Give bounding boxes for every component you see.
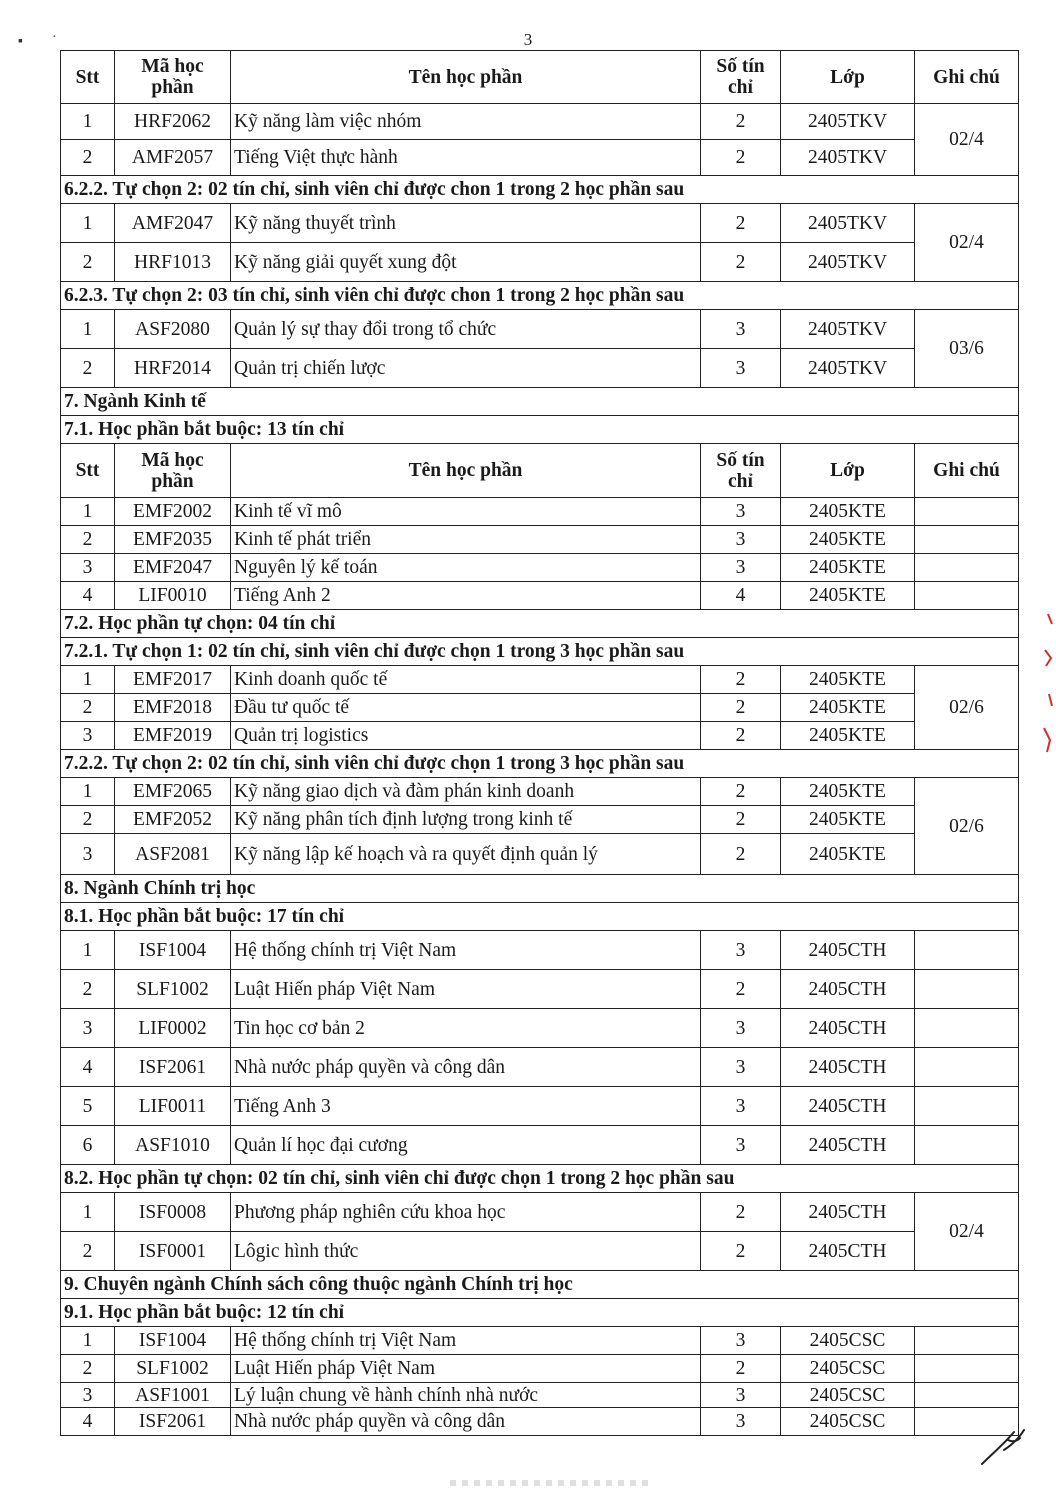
- cell-class: 2405CTH: [781, 1126, 915, 1165]
- cell-code: SLF1002: [115, 1355, 231, 1383]
- cell-code: HRF1013: [115, 243, 231, 282]
- header-name: Tên học phần: [231, 51, 701, 104]
- cell-code: AMF2057: [115, 140, 231, 176]
- table-row: [61, 243, 1019, 282]
- cell-code: ISF0008: [115, 1193, 231, 1232]
- cell-stt: 1: [61, 1327, 115, 1355]
- table-row: [61, 349, 1019, 388]
- cell-name: Nguyên lý kế toán: [231, 554, 701, 582]
- cell-credits: 2: [701, 806, 781, 834]
- cell-code: ISF0001: [115, 1232, 231, 1271]
- table-row: [61, 722, 1019, 750]
- cell-name: Lôgic hình thức: [231, 1232, 701, 1271]
- table-row: [61, 931, 1019, 970]
- cell-class: 2405KTE: [781, 722, 915, 750]
- section-title: 7.2.2. Tự chọn 2: 02 tín chỉ, sinh viên chỉ được chọn 1 trong 3 học phần sau: [61, 750, 1019, 778]
- cell-stt: 4: [61, 1048, 115, 1087]
- cell-name: Tiếng Việt thực hành: [231, 140, 701, 176]
- cell-code: ISF1004: [115, 1327, 231, 1355]
- cell-stt: 4: [61, 582, 115, 610]
- cell-code: LIF0002: [115, 1009, 231, 1048]
- cell-name: Kỹ năng giao dịch và đàm phán kinh doanh: [231, 778, 701, 806]
- cell-class: 2405CTH: [781, 1193, 915, 1232]
- cell-name: Quản lý sự thay đổi trong tổ chức: [231, 310, 701, 349]
- cell-note: 03/6: [915, 310, 1019, 388]
- red-stamp-edge: [1040, 610, 1054, 760]
- cell-stt: 2: [61, 694, 115, 722]
- page-number: 3: [523, 30, 533, 49]
- section-title: 8.1. Học phần bắt buộc: 17 tín chỉ: [61, 903, 1019, 931]
- header-class: Lớp: [781, 51, 915, 104]
- scan-dot-mark: ▪: [18, 34, 23, 49]
- table-row: [61, 1193, 1019, 1232]
- header-code: Mã học phần: [115, 444, 231, 498]
- cell-name: Phương pháp nghiên cứu khoa học: [231, 1193, 701, 1232]
- cell-code: LIF0010: [115, 582, 231, 610]
- cell-code: HRF2062: [115, 104, 231, 140]
- cell-credits: 2: [701, 104, 781, 140]
- cell-note: 02/4: [915, 204, 1019, 282]
- table-row: [61, 498, 1019, 526]
- cell-stt: 3: [61, 834, 115, 875]
- cell-credits: 2: [701, 204, 781, 243]
- cell-note: 02/4: [915, 1193, 1019, 1271]
- cell-stt: 2: [61, 1232, 115, 1271]
- cell-code: ASF2080: [115, 310, 231, 349]
- cell-note: [915, 1087, 1019, 1126]
- cell-name: Kinh tế vĩ mô: [231, 498, 701, 526]
- cell-stt: 1: [61, 931, 115, 970]
- section-title: 6.2.3. Tự chọn 2: 03 tín chỉ, sinh viên chỉ được chon 1 trong 2 học phần sau: [61, 282, 1019, 310]
- cell-credits: 3: [701, 1383, 781, 1408]
- cell-credits: 3: [701, 1087, 781, 1126]
- cell-credits: 2: [701, 778, 781, 806]
- section-title: 9.1. Học phần bắt buộc: 12 tín chỉ: [61, 1299, 1019, 1327]
- scan-dot-mark: ·: [52, 30, 57, 45]
- table-row: [61, 970, 1019, 1009]
- cell-code: EMF2035: [115, 526, 231, 554]
- cell-stt: 3: [61, 554, 115, 582]
- cell-note: [915, 582, 1019, 610]
- header-credits: Số tín chỉ: [701, 51, 781, 104]
- cell-stt: 2: [61, 806, 115, 834]
- cell-credits: 3: [701, 310, 781, 349]
- table-row: [61, 1327, 1019, 1355]
- cell-code: LIF0011: [115, 1087, 231, 1126]
- table-row: [61, 310, 1019, 349]
- cell-class: 2405KTE: [781, 554, 915, 582]
- cell-name: Đầu tư quốc tế: [231, 694, 701, 722]
- cell-name: Kinh doanh quốc tế: [231, 666, 701, 694]
- table-row: [61, 694, 1019, 722]
- cell-code: ASF1001: [115, 1383, 231, 1408]
- section-title: 7.2.1. Tự chọn 1: 02 tín chỉ, sinh viên chỉ được chọn 1 trong 3 học phần sau: [61, 638, 1019, 666]
- table-row: [61, 1383, 1019, 1408]
- cell-code: EMF2019: [115, 722, 231, 750]
- cell-credits: 2: [701, 140, 781, 176]
- cell-credits: 3: [701, 526, 781, 554]
- cell-name: Kỹ năng làm việc nhóm: [231, 104, 701, 140]
- cell-class: 2405KTE: [781, 526, 915, 554]
- cell-credits: 3: [701, 1126, 781, 1165]
- cell-note: [915, 1355, 1019, 1383]
- cell-code: AMF2047: [115, 204, 231, 243]
- header-name: Tên học phần: [231, 444, 701, 498]
- cell-stt: 5: [61, 1087, 115, 1126]
- cell-code: HRF2014: [115, 349, 231, 388]
- cell-credits: 3: [701, 349, 781, 388]
- cell-credits: 2: [701, 834, 781, 875]
- cell-credits: 4: [701, 582, 781, 610]
- table-row: [61, 582, 1019, 610]
- cell-credits: 3: [701, 554, 781, 582]
- cell-stt: 6: [61, 1126, 115, 1165]
- cell-class: 2405CSC: [781, 1408, 915, 1436]
- cell-code: EMF2052: [115, 806, 231, 834]
- cell-stt: 1: [61, 204, 115, 243]
- cell-class: 2405TKV: [781, 204, 915, 243]
- table-row: [61, 526, 1019, 554]
- table-row: [61, 666, 1019, 694]
- cell-credits: 2: [701, 970, 781, 1009]
- cell-name: Tin học cơ bản 2: [231, 1009, 701, 1048]
- cell-credits: 3: [701, 498, 781, 526]
- cell-stt: 2: [61, 526, 115, 554]
- cell-class: 2405CTH: [781, 931, 915, 970]
- cell-class: 2405CTH: [781, 1232, 915, 1271]
- cell-name: Lý luận chung về hành chính nhà nước: [231, 1383, 701, 1408]
- cell-stt: 2: [61, 970, 115, 1009]
- cell-code: ISF2061: [115, 1408, 231, 1436]
- cell-name: Quản trị chiến lược: [231, 349, 701, 388]
- cell-note: [915, 554, 1019, 582]
- cell-credits: 2: [701, 243, 781, 282]
- table-row: [61, 778, 1019, 806]
- header-credits: Số tín chỉ: [701, 444, 781, 498]
- cell-class: 2405TKV: [781, 349, 915, 388]
- cell-code: ASF1010: [115, 1126, 231, 1165]
- cell-note: 02/4: [915, 104, 1019, 176]
- cell-name: Nhà nước pháp quyền và công dân: [231, 1408, 701, 1436]
- cell-credits: 3: [701, 931, 781, 970]
- cell-stt: 4: [61, 1408, 115, 1436]
- cell-note: [915, 1383, 1019, 1408]
- cell-code: ISF1004: [115, 931, 231, 970]
- course-table: [60, 50, 1019, 1436]
- cell-credits: 2: [701, 1193, 781, 1232]
- cell-note: [915, 1327, 1019, 1355]
- cell-class: 2405KTE: [781, 806, 915, 834]
- cell-code: ISF2061: [115, 1048, 231, 1087]
- table-row: [61, 1232, 1019, 1271]
- header-stt: Stt: [61, 444, 115, 498]
- cell-class: 2405KTE: [781, 666, 915, 694]
- table-row: [61, 834, 1019, 875]
- cell-name: Nhà nước pháp quyền và công dân: [231, 1048, 701, 1087]
- table-header-row: [61, 444, 1019, 498]
- cell-class: 2405TKV: [781, 310, 915, 349]
- cell-stt: 1: [61, 498, 115, 526]
- cell-class: 2405KTE: [781, 498, 915, 526]
- cell-note: 02/6: [915, 666, 1019, 750]
- cell-name: Luật Hiến pháp Việt Nam: [231, 970, 701, 1009]
- cell-stt: 2: [61, 349, 115, 388]
- cell-name: Hệ thống chính trị Việt Nam: [231, 931, 701, 970]
- cell-note: [915, 1126, 1019, 1165]
- cell-credits: 2: [701, 1232, 781, 1271]
- cell-class: 2405CTH: [781, 1009, 915, 1048]
- cell-name: Quản trị logistics: [231, 722, 701, 750]
- cell-note: [915, 1048, 1019, 1087]
- table-row: [61, 1408, 1019, 1436]
- table-row: [61, 204, 1019, 243]
- section-title: 7.1. Học phần bắt buộc: 13 tín chỉ: [61, 416, 1019, 444]
- section-title: 7. Ngành Kinh tế: [61, 388, 1019, 416]
- section-title: 9. Chuyên ngành Chính sách công thuộc ngành Chính trị học: [61, 1271, 1019, 1299]
- header-stt: Stt: [61, 51, 115, 104]
- cell-note: [915, 931, 1019, 970]
- header-code: Mã học phần: [115, 51, 231, 104]
- table-row: [61, 1009, 1019, 1048]
- cell-stt: 1: [61, 778, 115, 806]
- cell-name: Hệ thống chính trị Việt Nam: [231, 1327, 701, 1355]
- initials-signature: [978, 1424, 1028, 1468]
- header-note: Ghi chú: [915, 444, 1019, 498]
- cell-stt: 2: [61, 243, 115, 282]
- cell-name: Kỹ năng thuyết trình: [231, 204, 701, 243]
- cell-class: 2405CSC: [781, 1383, 915, 1408]
- cell-credits: 2: [701, 694, 781, 722]
- cell-name: Kỹ năng lập kế hoạch và ra quyết định quản lý: [231, 834, 701, 875]
- cell-stt: 1: [61, 310, 115, 349]
- cell-name: Kỹ năng giải quyết xung đột: [231, 243, 701, 282]
- cell-stt: 3: [61, 1383, 115, 1408]
- cell-note: [915, 498, 1019, 526]
- table-row: [61, 1087, 1019, 1126]
- cell-stt: 3: [61, 1009, 115, 1048]
- table-row: [61, 140, 1019, 176]
- cell-note: [915, 526, 1019, 554]
- cell-class: 2405CTH: [781, 1087, 915, 1126]
- section-title: 8.2. Học phần tự chọn: 02 tín chỉ, sinh viên chỉ được chọn 1 trong 2 học phần sau: [61, 1165, 1019, 1193]
- cell-code: SLF1002: [115, 970, 231, 1009]
- cell-stt: 2: [61, 1355, 115, 1383]
- section-title: 7.2. Học phần tự chọn: 04 tín chỉ: [61, 610, 1019, 638]
- cell-credits: 2: [701, 1355, 781, 1383]
- cell-stt: 1: [61, 104, 115, 140]
- cell-class: 2405CTH: [781, 1048, 915, 1087]
- section-title: 8. Ngành Chính trị học: [61, 875, 1019, 903]
- cell-name: Kinh tế phát triển: [231, 526, 701, 554]
- cell-stt: 1: [61, 1193, 115, 1232]
- cell-code: EMF2002: [115, 498, 231, 526]
- cell-stt: 2: [61, 140, 115, 176]
- cell-class: 2405TKV: [781, 104, 915, 140]
- cell-class: 2405KTE: [781, 778, 915, 806]
- cell-note: [915, 1009, 1019, 1048]
- table-row: [61, 104, 1019, 140]
- cell-credits: 3: [701, 1048, 781, 1087]
- table-row: [61, 806, 1019, 834]
- table-row: [61, 1126, 1019, 1165]
- scan-smudge: [450, 1480, 650, 1486]
- header-class: Lớp: [781, 444, 915, 498]
- table-row: [61, 1355, 1019, 1383]
- cell-credits: 2: [701, 722, 781, 750]
- table-row: [61, 554, 1019, 582]
- cell-class: 2405CSC: [781, 1327, 915, 1355]
- cell-stt: 1: [61, 666, 115, 694]
- cell-name: Tiếng Anh 2: [231, 582, 701, 610]
- cell-code: EMF2017: [115, 666, 231, 694]
- table-row: [61, 1048, 1019, 1087]
- cell-note: 02/6: [915, 778, 1019, 875]
- cell-class: 2405CSC: [781, 1355, 915, 1383]
- cell-name: Quản lí học đại cương: [231, 1126, 701, 1165]
- cell-credits: 2: [701, 666, 781, 694]
- cell-name: Luật Hiến pháp Việt Nam: [231, 1355, 701, 1383]
- cell-credits: 3: [701, 1408, 781, 1436]
- cell-code: ASF2081: [115, 834, 231, 875]
- header-note: Ghi chú: [915, 51, 1019, 104]
- cell-name: Kỹ năng phân tích định lượng trong kinh tế: [231, 806, 701, 834]
- section-title: 6.2.2. Tự chọn 2: 02 tín chỉ, sinh viên chỉ được chon 1 trong 2 học phần sau: [61, 176, 1019, 204]
- cell-class: 2405CTH: [781, 970, 915, 1009]
- cell-code: EMF2065: [115, 778, 231, 806]
- cell-name: Tiếng Anh 3: [231, 1087, 701, 1126]
- cell-code: EMF2018: [115, 694, 231, 722]
- table-header-row: [61, 51, 1019, 104]
- cell-code: EMF2047: [115, 554, 231, 582]
- cell-class: 2405KTE: [781, 834, 915, 875]
- cell-class: 2405KTE: [781, 582, 915, 610]
- cell-note: [915, 970, 1019, 1009]
- cell-stt: 3: [61, 722, 115, 750]
- cell-class: 2405TKV: [781, 140, 915, 176]
- cell-credits: 3: [701, 1327, 781, 1355]
- cell-class: 2405TKV: [781, 243, 915, 282]
- cell-credits: 3: [701, 1009, 781, 1048]
- cell-class: 2405KTE: [781, 694, 915, 722]
